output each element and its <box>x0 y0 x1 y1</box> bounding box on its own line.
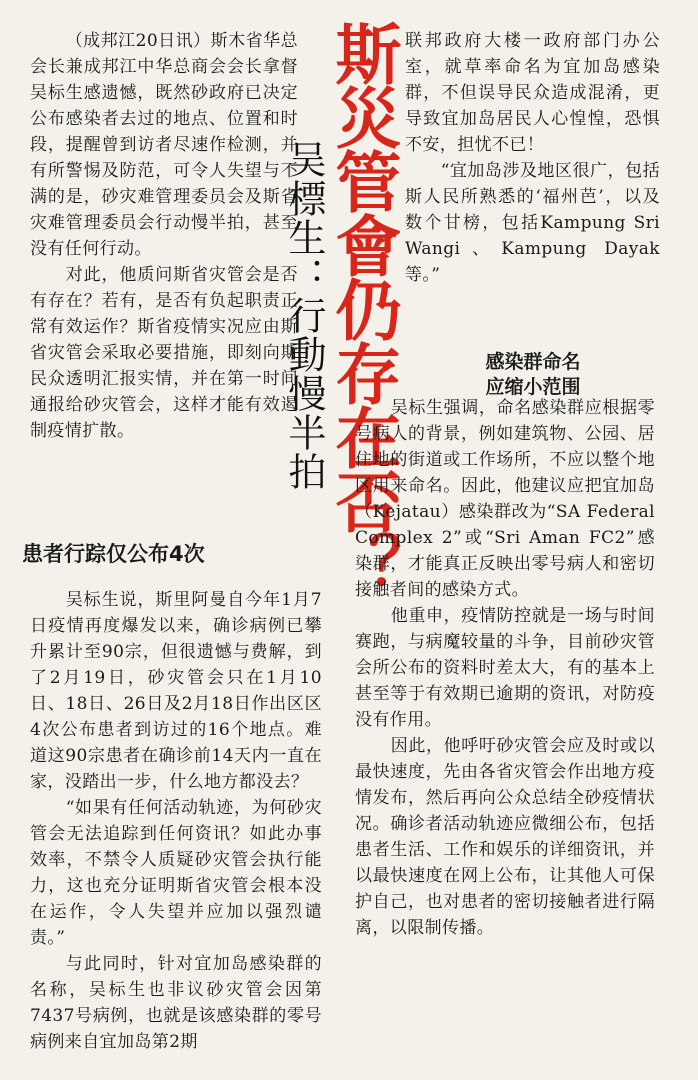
paragraph: 与此同时，针对宜加岛感染群的名称，吴标生也非议砂灾管会因第7437号病例，也就是该感染群的零号病例来自宜加岛第2期 <box>30 954 322 1052</box>
headline: 斯災管會仍存在否？ <box>324 20 401 596</box>
subheadline: 吴標生：行動慢半拍 <box>282 140 326 491</box>
paragraph: 联邦政府大楼一政府部门办公室，就草率命名为宜加岛感染群，不但误导民众造成混淆，更导致宜加岛居民人心惶惶，恐惧不安，担忧不已！ <box>405 31 660 155</box>
paragraph: 他重申，疫情防控就是一场与时间赛跑，与病魔较量的斗争，目前砂灾管会所公布的资料时差太大，有的基本上甚至等于有效期已逾期的资讯，对防疫没有作用。 <box>355 606 655 730</box>
section-heading-cluster-naming <box>438 350 628 400</box>
right-bottom-column <box>355 395 661 941</box>
left-bottom-column <box>30 587 322 1055</box>
section-heading-patient-tracking: 患者行踪仅公布4次 <box>22 542 205 566</box>
paragraph: 吴标生强调，命名感染群应根据零号病人的背景，例如建筑物、公园、居住地的街道或工作场所，不应以整个地区用来命名。因此，他建议应把宜加岛（Kejatau）感染群改为“SA Federal Complex 2”或“Sri Aman FC2”感染群，才能真正反映出零号病人和密切接触者间的感染方式。 <box>355 398 661 600</box>
paragraph: 因此，他呼吁砂灾管会应及时或以最快速度，先由各省灾管会作出地方疫情发布，然后再向公众总结全砂疫情状况。确诊者活动轨迹应微细公布，包括患者生活、工作和娱乐的详细资讯，并以最快速度在网上公布，让其他人可保护自己，也对患者的密切接触者进行隔离，以限制传播。 <box>355 736 655 938</box>
right-top-column <box>405 28 666 288</box>
section-heading-text: 感染群命名 应缩小范围 <box>485 351 581 398</box>
paragraph: （成邦江20日讯）斯木省华总会长兼成邦江中华总商会会长拿督吴标生感遗憾，既然砂政府已决定公布感染者去过的地点、位置和时段，提醒曾到访者尽速作检测，并有所警惕及防范，可令人失望与不满的是，砂灾难管理委员会及斯省灾难管理委员会行动慢半拍，甚至没有任何行动。 <box>30 31 298 259</box>
paragraph: “如果有任何活动轨迹，为何砂灾管会无法追踪到任何资讯？如此办事效率，不禁令人质疑砂灾管会执行能力，这也充分证明斯省灾管会根本没在运作，令人失望并应加以强烈谴责。” <box>30 798 322 948</box>
left-column <box>30 28 298 444</box>
paragraph: “宜加岛涉及地区很广，包括斯人民所熟悉的‘福州芭’，以及数个甘榜，包括Kampung Sri Wangi、Kampung Dayak等。” <box>405 161 666 285</box>
paragraph: 对此，他质问斯省灾管会是否有存在？若有，是否有负起职责正常有效运作？斯省疫情实况应由斯省灾管会采取必要措施，即刻向斯民众透明汇报实情，并在第一时间通报给砂灾管会，这样才能有效遏制疫情扩散。 <box>30 265 298 441</box>
paragraph: 吴标生说，斯里阿曼自今年1月7日疫情再度爆发以来，确诊病例已攀升累计至90宗，但很遗憾与费解，到了2月19日，砂灾管会只在1月10日、18日、26日及2月18日作出区区4次公布患者到访过的16个地点。难道这90宗患者在确诊前14天内一直在家，没踏出一步，什么地方都没去？ <box>30 590 322 792</box>
